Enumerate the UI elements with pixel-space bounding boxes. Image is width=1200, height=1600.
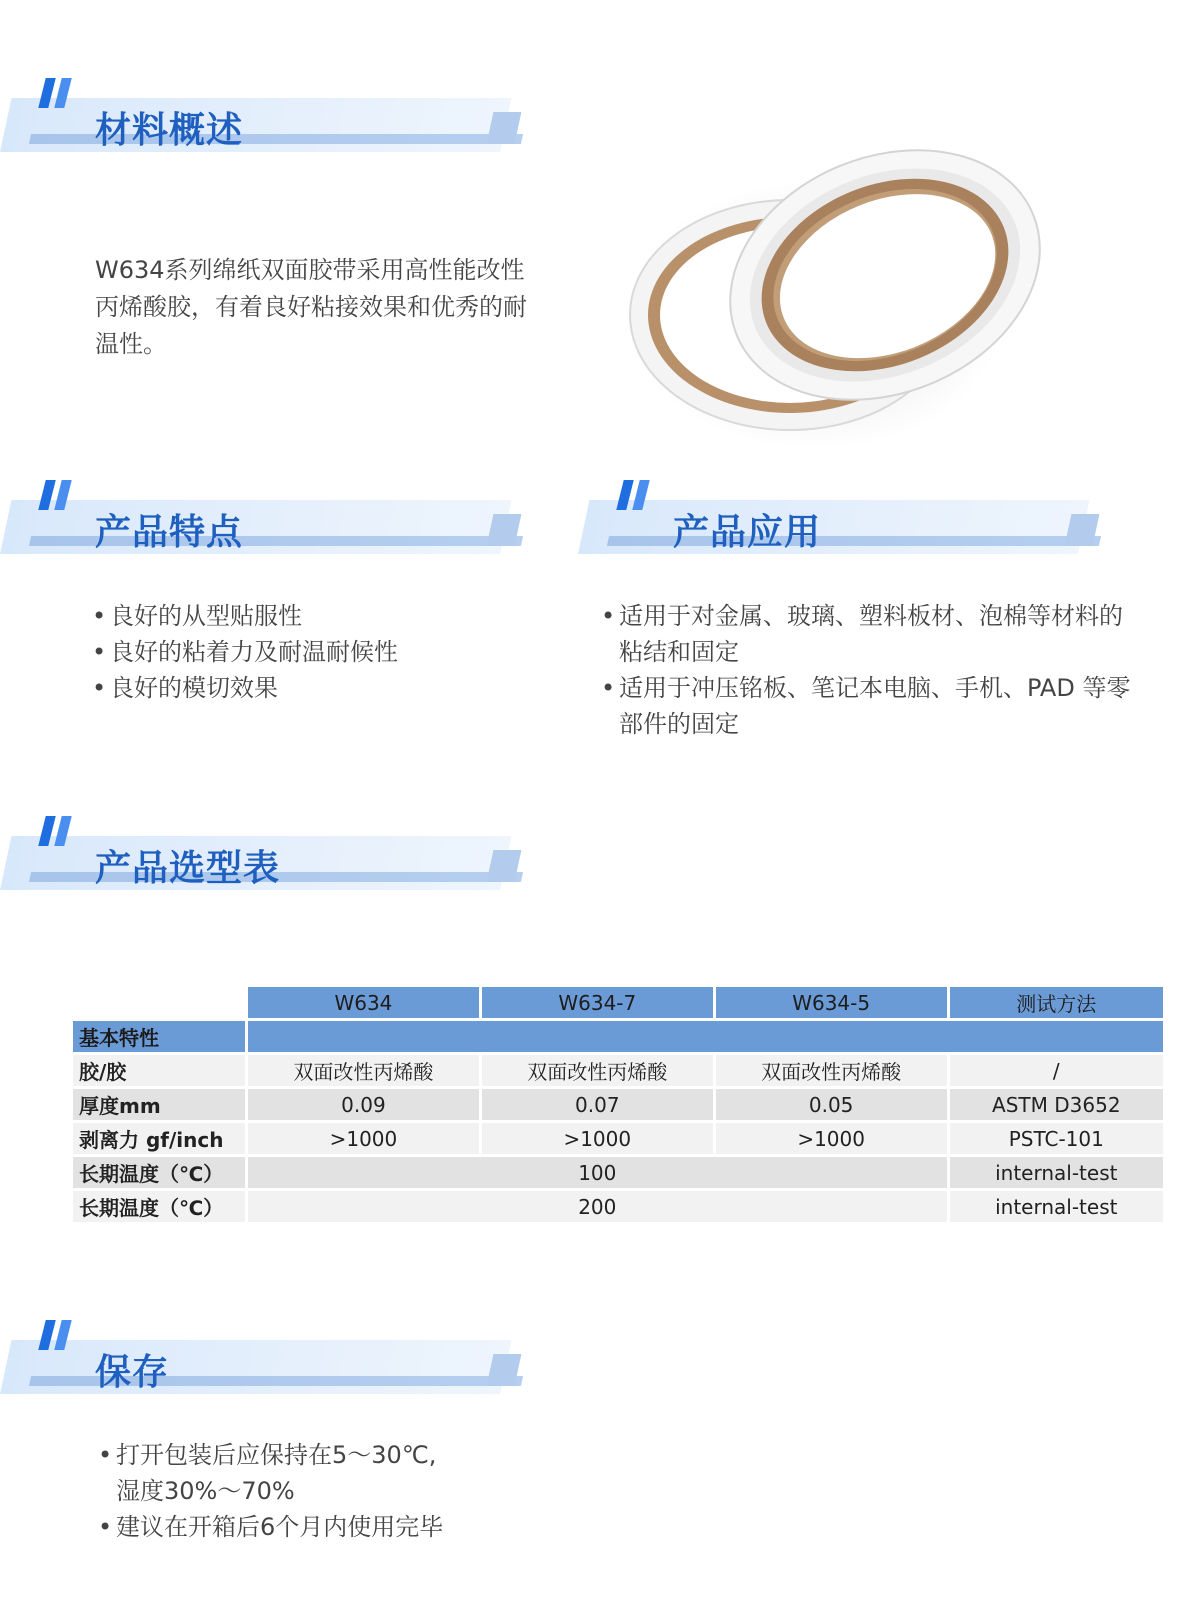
table-row: 胶/胶 双面改性丙烯酸 双面改性丙烯酸 双面改性丙烯酸 /: [73, 1055, 1163, 1086]
slash-icon: [616, 480, 652, 512]
list-item: • 适用于对金属、玻璃、塑料板材、泡棉等材料的 粘结和固定: [597, 598, 1167, 670]
slash-icon: [38, 816, 74, 848]
list-item: • 打开包装后应保持在5～30℃, 湿度30%～70%: [94, 1437, 554, 1509]
table-group-row: [73, 1021, 1163, 1052]
list-item: • 建议在开箱后6个月内使用完毕: [94, 1509, 554, 1545]
applications-list: [597, 598, 1167, 742]
table-header-cell: 测试方法: [950, 987, 1163, 1018]
section-title-storage: 保存: [95, 1352, 170, 1393]
group-label: 基本特性: [73, 1021, 245, 1052]
table-header-cell: W634-7: [482, 987, 713, 1018]
section-header-applications: [578, 480, 1118, 560]
storage-list: [94, 1437, 554, 1545]
tape-roll-image: [625, 105, 1045, 465]
slash-icon: [38, 78, 74, 110]
list-item: • 良好的模切效果: [88, 670, 548, 706]
section-header-selection: [0, 816, 540, 896]
spec-table: [70, 984, 1166, 1225]
section-header-overview: [0, 78, 540, 158]
table-row: 厚度mm 0.09 0.07 0.05 ASTM D3652: [73, 1089, 1163, 1120]
section-title-selection: 产品选型表: [95, 848, 281, 889]
section-header-storage: [0, 1320, 540, 1400]
list-item: • 良好的粘着力及耐温耐候性: [88, 634, 548, 670]
list-item: • 良好的从型贴服性: [88, 598, 548, 634]
section-header-features: [0, 480, 540, 560]
table-row: 剥离力 gf/inch >1000 >1000 >1000 PSTC-101: [73, 1123, 1163, 1154]
slash-icon: [38, 480, 74, 512]
table-header-row: [73, 987, 1163, 1018]
section-title-features: 产品特点: [95, 512, 244, 553]
section-title-overview: 材料概述: [95, 110, 244, 151]
list-item: • 适用于冲压铭板、笔记本电脑、手机、PAD 等零 部件的固定: [597, 670, 1167, 742]
overview-paragraph: W634系列绵纸双面胶带采用高性能改性 丙烯酸胶，有着良好粘接效果和优秀的耐 温性。: [95, 256, 527, 358]
section-title-applications: 产品应用: [673, 512, 822, 553]
table-header-cell: W634-5: [716, 987, 947, 1018]
features-list: [88, 598, 548, 706]
table-row: 长期温度（℃） 200 internal-test: [73, 1191, 1163, 1222]
slash-icon: [38, 1320, 74, 1352]
table-header-cell: W634: [248, 987, 479, 1018]
table-row: 长期温度（℃） 100 internal-test: [73, 1157, 1163, 1188]
